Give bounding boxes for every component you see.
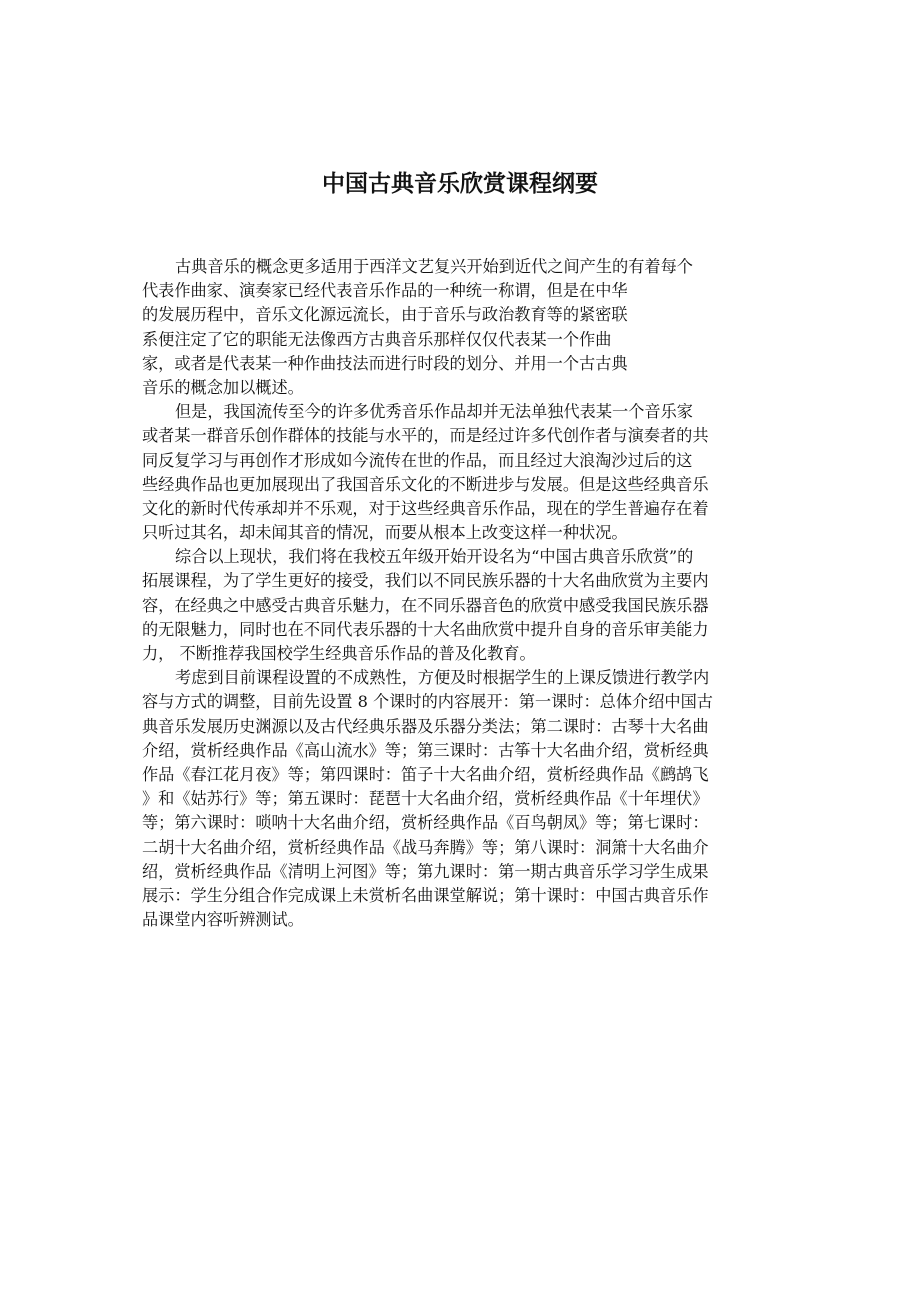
text-line: 代表作曲家、演奏家已经代表音乐作品的一种统一称谓，但是在中华	[142, 281, 628, 301]
text-line: 力， 不断推荐我国校学生经典音乐作品的普及化教育。	[142, 644, 536, 663]
text-line: 容与方式的调整，目前先设置 8 个课时的内容展开：第一课时：总体介绍中国古	[142, 692, 713, 712]
text-line: 综合以上现状，我们将在我校五年级开始开设名为“中国古典音乐欣赏”的	[175, 547, 694, 567]
paragraph-3	[142, 545, 792, 666]
text-line: 音乐的概念加以概述。	[142, 377, 304, 397]
document-title: 中国古典音乐欣赏课程纲要	[322, 170, 598, 197]
text-line: 展示：学生分组合作完成课上未赏析名曲课堂解说；第十课时：中国古典音乐作	[142, 885, 709, 905]
paragraph-2	[142, 400, 792, 545]
text-line: 容，在经典之中感受古典音乐魅力，在不同乐器音色的欣赏中感受我国民族乐器	[142, 595, 709, 615]
text-line: 同反复学习与再创作才形成如今流传在世的作品，而且经过大浪淘沙过后的这	[142, 450, 693, 470]
text-line: 的发展历程中，音乐文化源远流长，由于音乐与政治教育等的紧密联	[142, 305, 628, 325]
paragraph-4	[142, 666, 792, 932]
document-body	[142, 255, 792, 932]
text-line: 古典音乐的概念更多适用于西洋文艺复兴开始到近代之间产生的有着每个	[175, 257, 693, 276]
text-line: 作品《春江花月夜》等；第四课时：笛子十大名曲介绍，赏析经典作品《鹧鸪飞	[142, 764, 709, 784]
text-line: 系便注定了它的职能无法像西方古典音乐那样仅仅代表某一个作曲	[142, 329, 612, 349]
text-line: 但是，我国流传至今的许多优秀音乐作品却并无法单独代表某一个音乐家	[175, 402, 693, 422]
text-line: 只听过其名，却未闻其音的情况，而要从根本上改变这样一种状况。	[142, 523, 628, 543]
text-line: 拓展课程，为了学生更好的接受，我们以不同民族乐器的十大名曲欣赏为主要内	[142, 571, 709, 591]
text-line: 家，或者是代表某一种作曲技法而进行时段的划分、并用一个古古典	[142, 353, 628, 373]
text-line: 绍，赏析经典作品《清明上河图》等；第九课时：第一期古典音乐学习学生成果	[142, 861, 709, 881]
text-line: 二胡十大名曲介绍，赏析经典作品《战马奔腾》等；第八课时：洞箫十大名曲介	[142, 837, 709, 857]
text-line: 文化的新时代传承却并不乐观，对于这些经典音乐作品，现在的学生普遍存在着	[142, 498, 709, 518]
text-line: 》和《姑苏行》等；第五课时：琵琶十大名曲介绍，赏析经典作品《十年埋伏》	[142, 789, 709, 809]
text-line: 考虑到目前课程设置的不成熟性，方便及时根据学生的上课反馈进行教学内	[175, 668, 710, 688]
text-line: 典音乐发展历史渊源以及古代经典乐器及乐器分类法；第二课时：古琴十大名曲	[142, 716, 709, 736]
text-line: 品课堂内容听辨测试。	[142, 910, 304, 930]
text-line: 些经典作品也更加展现出了我国音乐文化的不断进步与发展。但是这些经典音乐	[142, 474, 709, 494]
text-line: 等；第六课时：唢呐十大名曲介绍，赏析经典作品《百鸟朝凤》等；第七课时：	[142, 813, 709, 833]
text-line: 或者某一群音乐创作群体的技能与水平的，而是经过许多代创作者与演奏者的共	[142, 426, 709, 446]
text-line: 的无限魅力，同时也在不同代表乐器的十大名曲欣赏中提升自身的音乐审美能力	[142, 619, 709, 639]
text-line: 介绍，赏析经典作品《高山流水》等；第三课时：古筝十大名曲介绍，赏析经典	[142, 740, 709, 760]
paragraph-1	[142, 255, 792, 400]
